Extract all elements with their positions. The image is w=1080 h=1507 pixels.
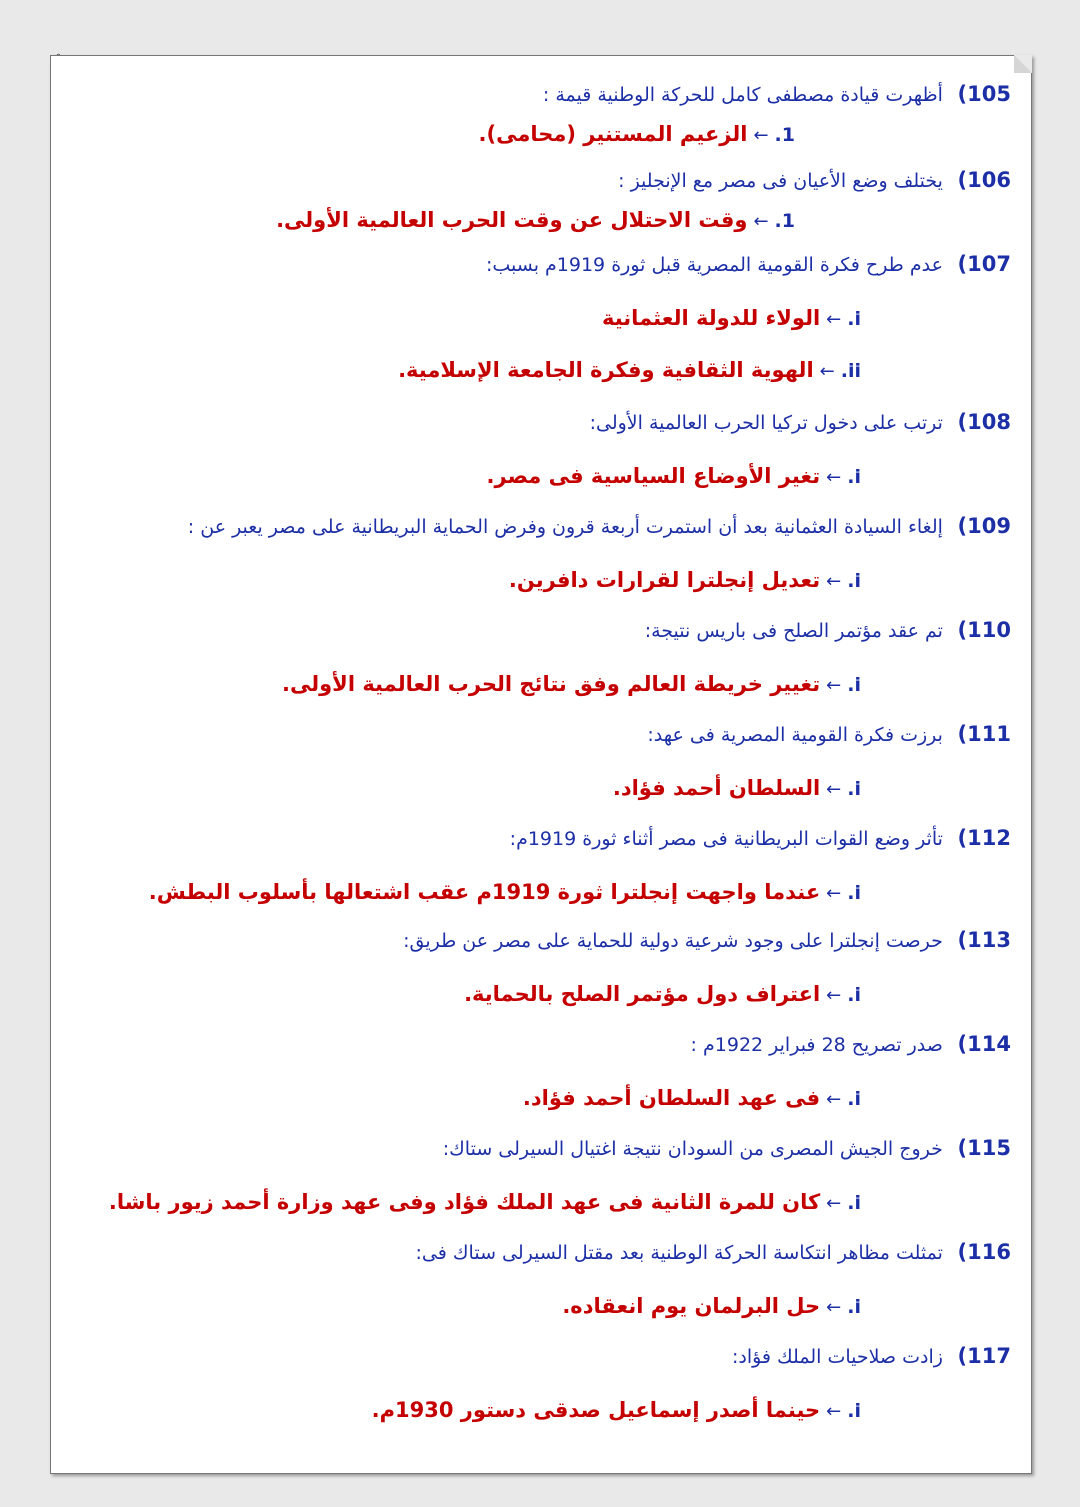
left-arrow-icon: ←	[826, 1193, 842, 1214]
question-number: 111	[967, 722, 1011, 746]
question-number: 113	[967, 928, 1011, 952]
answer-line	[523, 1086, 861, 1110]
answer-line	[613, 776, 861, 800]
answer-marker: i.	[847, 1400, 861, 1422]
question-109: 109) إلغاء السيادة العثمانية بعد أن استمرت أربعة قرون وفرض الحماية البريطانية على مصر يعبر عن :	[187, 514, 1011, 538]
question-text: إلغاء السيادة العثمانية بعد أن استمرت أربعة قرون وفرض الحماية البريطانية على مصر يعبر عن :	[187, 516, 943, 538]
question-text: عدم طرح فكرة القومية المصرية قبل ثورة 1919م بسبب:	[485, 254, 943, 276]
question-text: يختلف وضع الأعيان فى مصر مع الإنجليز :	[618, 170, 943, 192]
answer-marker: i.	[847, 1296, 861, 1318]
left-arrow-icon: ←	[826, 571, 842, 592]
answer-line	[487, 464, 861, 488]
left-arrow-icon: ←	[826, 1089, 842, 1110]
answer-text: حينما أصدر إسماعيل صدقى دستور 1930م.	[371, 1398, 821, 1422]
answer-marker: i.	[847, 882, 861, 904]
left-arrow-icon: ←	[753, 211, 769, 232]
left-arrow-icon: ←	[753, 125, 769, 146]
question-text: تمثلت مظاهر انتكاسة الحركة الوطنية بعد مقتل السيرلى ستاك فى:	[415, 1242, 943, 1264]
answer-text: الولاء للدولة العثمانية	[601, 306, 821, 330]
question-number: 105	[967, 82, 1011, 106]
answer-line	[509, 568, 861, 592]
question-113: 113) حرصت إنجلترا على وجود شرعية دولية للحماية على مصر عن طريق:	[403, 928, 1011, 952]
answer-text: تعديل إنجلترا لقرارات دافرين.	[508, 568, 821, 592]
question-number: 110	[967, 618, 1011, 642]
left-arrow-icon: ←	[826, 309, 842, 330]
question-111: 111) برزت فكرة القومية المصرية فى عهد:	[647, 722, 1011, 746]
question-115: 115) خروج الجيش المصرى من السودان نتيجة اغتيال السيرلى ستاك:	[442, 1136, 1011, 1160]
question-number: 108	[967, 410, 1011, 434]
left-arrow-icon: ←	[826, 675, 842, 696]
answer-text: حل البرلمان يوم انعقاده.	[562, 1294, 821, 1318]
answer-line	[398, 358, 861, 382]
answer-marker: i.	[847, 778, 861, 800]
question-number: 114	[967, 1032, 1011, 1056]
question-110: 110) تم عقد مؤتمر الصلح فى باريس نتيجة:	[644, 618, 1011, 642]
answer-marker: i.	[847, 984, 861, 1006]
question-107: 107) عدم طرح فكرة القومية المصرية قبل ثورة 1919م بسبب:	[485, 252, 1011, 276]
question-text: زادت صلاحيات الملك فؤاد:	[731, 1346, 943, 1368]
question-list	[51, 56, 1031, 1473]
left-arrow-icon: ←	[826, 467, 842, 488]
question-number: 115	[967, 1136, 1011, 1160]
question-text: خروج الجيش المصرى من السودان نتيجة اغتيال السيرلى ستاك:	[442, 1138, 943, 1160]
answer-text: وقت الاحتلال عن وقت الحرب العالمية الأولى.	[276, 208, 748, 232]
answer-text: الهوية الثقافية وفكرة الجامعة الإسلامية.	[398, 358, 814, 382]
left-arrow-icon: ←	[826, 883, 842, 904]
answer-text: تغيير خريطة العالم وفق نتائج الحرب العالمية الأولى.	[282, 672, 821, 696]
answer-text: تغير الأوضاع السياسية فى مصر.	[486, 464, 821, 488]
answer-line	[562, 1294, 861, 1318]
answer-text: الزعيم المستنير (محامى).	[478, 122, 748, 146]
answer-text: كان للمرة الثانية فى عهد الملك فؤاد وفى عهد وزارة أحمد زيور باشا.	[108, 1190, 821, 1214]
answer-text: فى عهد السلطان أحمد فؤاد.	[522, 1086, 821, 1110]
left-arrow-icon: ←	[826, 1401, 842, 1422]
answer-text: عندما واجهت إنجلترا ثورة 1919م عقب اشتعالها بأسلوب البطش.	[148, 880, 821, 904]
question-106: 106) يختلف وضع الأعيان فى مصر مع الإنجليز :	[618, 168, 1011, 192]
question-number: 116	[967, 1240, 1011, 1264]
question-116: 116) تمثلت مظاهر انتكاسة الحركة الوطنية بعد مقتل السيرلى ستاك فى:	[415, 1240, 1011, 1264]
question-number: 112	[967, 826, 1011, 850]
question-number: 106	[967, 168, 1011, 192]
question-text: برزت فكرة القومية المصرية فى عهد:	[647, 724, 943, 746]
left-arrow-icon: ←	[826, 985, 842, 1006]
answer-text: السلطان أحمد فؤاد.	[612, 776, 821, 800]
document-page	[50, 55, 1032, 1474]
answer-line	[149, 880, 861, 904]
answer-marker: ii.	[840, 360, 861, 382]
question-text: ترتب على دخول تركيا الحرب العالمية الأولى:	[589, 412, 943, 434]
answer-text: اعتراف دول مؤتمر الصلح بالحماية.	[464, 982, 821, 1006]
answer-line	[276, 208, 795, 232]
answer-marker: i.	[847, 466, 861, 488]
question-number: 117	[967, 1344, 1011, 1368]
answer-line	[602, 306, 861, 330]
question-117: 117) زادت صلاحيات الملك فؤاد:	[731, 1344, 1011, 1368]
answer-marker: i.	[847, 674, 861, 696]
question-text: تم عقد مؤتمر الصلح فى باريس نتيجة:	[644, 620, 943, 642]
answer-line	[464, 982, 861, 1006]
answer-marker: 1.	[774, 124, 795, 146]
left-arrow-icon: ←	[826, 779, 842, 800]
question-text: حرصت إنجلترا على وجود شرعية دولية للحماية على مصر عن طريق:	[403, 930, 943, 952]
question-114: 114) صدر تصريح 28 فبراير 1922م :	[690, 1032, 1011, 1056]
answer-marker: i.	[847, 308, 861, 330]
answer-marker: i.	[847, 570, 861, 592]
answer-marker: i.	[847, 1088, 861, 1110]
question-number: 107	[967, 252, 1011, 276]
answer-line	[109, 1190, 861, 1214]
question-108: 108) ترتب على دخول تركيا الحرب العالمية الأولى:	[589, 410, 1011, 434]
answer-marker: i.	[847, 1192, 861, 1214]
question-text: تأثر وضع القوات البريطانية فى مصر أثناء ثورة 1919م:	[509, 828, 943, 850]
answer-line	[372, 1398, 861, 1422]
question-text: صدر تصريح 28 فبراير 1922م :	[690, 1034, 943, 1056]
answer-marker: 1.	[774, 210, 795, 232]
question-105: 105) أظهرت قيادة مصطفى كامل للحركة الوطنية قيمة :	[542, 82, 1011, 106]
question-number: 109	[967, 514, 1011, 538]
answer-line	[282, 672, 861, 696]
left-arrow-icon: ←	[819, 361, 835, 382]
question-112: 112) تأثر وضع القوات البريطانية فى مصر أثناء ثورة 1919م:	[509, 826, 1011, 850]
left-arrow-icon: ←	[826, 1297, 842, 1318]
answer-line	[479, 122, 795, 146]
question-text: أظهرت قيادة مصطفى كامل للحركة الوطنية قيمة :	[542, 84, 943, 106]
